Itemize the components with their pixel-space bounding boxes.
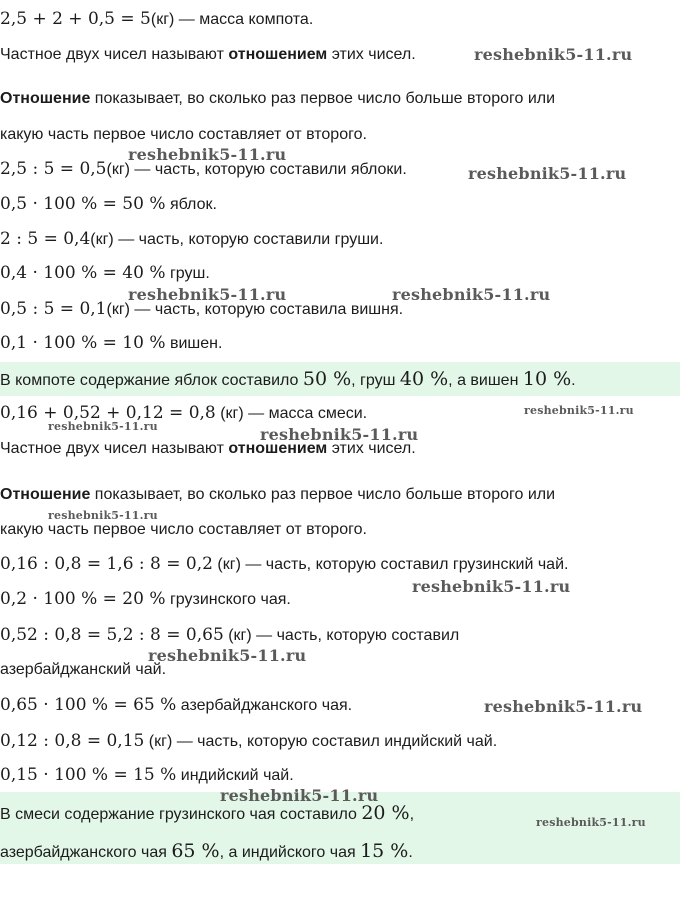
text-line [0,298,680,321]
text-line [0,730,680,753]
math-expression: 10 % [522,368,572,390]
math-expression: 0,5 : 5 = 0,1 [0,299,107,319]
watermark: reshebnik5-11.ru [220,786,379,805]
text-fragment: этих чисел. [327,440,416,457]
math-expression: 20 % [361,802,410,824]
text-line [0,519,680,541]
watermark: reshebnik5-11.ru [484,697,643,716]
text-line [0,624,680,647]
math-expression: 0,16 : 0,8 = 1,6 : 8 = 0,2 [0,554,213,574]
watermark: reshebnik5-11.ru [48,509,158,522]
math-expression: 65 % [171,840,220,862]
watermark: reshebnik5-11.ru [524,404,634,417]
text-fragment: индийский чай. [176,767,294,784]
text-fragment: азербайджанского чая [0,844,172,861]
text-line [0,124,680,146]
text-fragment: (кг) — часть, которую составил грузинский чай. [212,556,569,573]
text-fragment: этих чисел. [327,46,416,63]
text-fragment: показывает, во сколько раз первое число больше второго или [90,90,556,107]
text-line [0,228,680,251]
math-expression: 2,5 : 5 = 0,5 [0,159,107,179]
text-fragment: , а вишен [448,372,523,389]
text-fragment: Частное двух чисел называют [0,46,229,63]
text-fragment: , груш [351,372,400,389]
text-fragment: В смеси содержание грузинского чая составило [0,806,362,823]
text-fragment: азербайджанский чай. [0,661,167,678]
math-expression: 0,4 · 100 % = 40 % [0,263,166,283]
text-fragment: (кг) — часть, которую составила вишня. [106,301,404,318]
watermark: reshebnik5-11.ru [128,285,287,304]
text-fragment: какую часть первое число составляет от второго. [0,521,367,538]
math-expression: 0,16 + 0,52 + 0,12 = 0,8 [0,403,216,423]
answer-line [0,368,680,392]
watermark: reshebnik5-11.ru [392,285,551,304]
text-fragment: (кг) — масса смеси. [215,405,368,422]
text-fragment: (кг) — часть, которую составил индийский чай. [144,733,498,750]
math-expression: 40 % [399,368,449,390]
text-line [0,588,680,611]
text-fragment: , а индийского чая [219,844,361,861]
text-fragment: Частное двух чисел называют [0,440,229,457]
text-fragment: азербайджанского чая. [176,697,353,714]
text-fragment: В компоте содержание яблок составило [0,372,303,389]
bold-term: отношением [228,46,328,63]
text-fragment: , [409,806,415,823]
watermark: reshebnik5-11.ru [536,816,646,829]
text-line [0,553,680,576]
math-expression: 0,65 · 100 % = 65 % [0,695,177,715]
bold-term: Отношение [0,90,91,107]
text-fragment: . [408,844,413,861]
math-expression: 50 % [302,368,352,390]
math-expression: 0,2 · 100 % = 20 % [0,589,166,609]
watermark: reshebnik5-11.ru [148,646,307,665]
watermark: reshebnik5-11.ru [474,45,633,64]
math-expression: 2 : 5 = 0,4 [0,229,91,249]
text-fragment: какую часть первое число составляет от второго. [0,126,367,143]
text-line [0,764,680,787]
text-fragment: (кг) — часть, которую составили яблоки. [106,161,407,178]
text-fragment: (кг) — масса компота. [150,11,314,28]
text-fragment: (кг) — часть, которую составил [223,627,460,644]
text-line [0,193,680,216]
text-fragment: грузинского чая. [165,591,291,608]
text-line [0,484,680,506]
bold-term: отношением [228,440,328,457]
bold-term: Отношение [0,486,91,503]
text-fragment: показывает, во сколько раз первое число больше второго или [90,486,556,503]
watermark: reshebnik5-11.ru [260,425,419,444]
math-expression: 0,12 : 0,8 = 0,15 [0,731,145,751]
text-line [0,8,680,31]
text-line [0,332,680,355]
answer-line [0,840,680,864]
text-fragment: вишен. [165,335,223,352]
watermark: reshebnik5-11.ru [412,577,571,596]
math-expression: 2,5 + 2 + 0,5 = 5 [0,9,151,29]
text-line [0,262,680,285]
math-expression: 0,5 · 100 % = 50 % [0,194,166,214]
watermark: reshebnik5-11.ru [128,145,287,164]
math-expression: 0,15 · 100 % = 15 % [0,765,177,785]
text-fragment: яблок. [165,196,217,213]
math-expression: 15 % [360,840,409,862]
watermark: reshebnik5-11.ru [48,420,158,433]
text-line [0,659,680,681]
math-expression: 0,52 : 0,8 = 5,2 : 8 = 0,65 [0,625,224,645]
text-fragment: . [571,372,576,389]
text-line [0,88,680,110]
watermark: reshebnik5-11.ru [468,164,627,183]
text-fragment: (кг) — часть, которую составили груши. [90,231,384,248]
text-fragment: груш. [165,265,210,282]
math-expression: 0,1 · 100 % = 10 % [0,333,166,353]
